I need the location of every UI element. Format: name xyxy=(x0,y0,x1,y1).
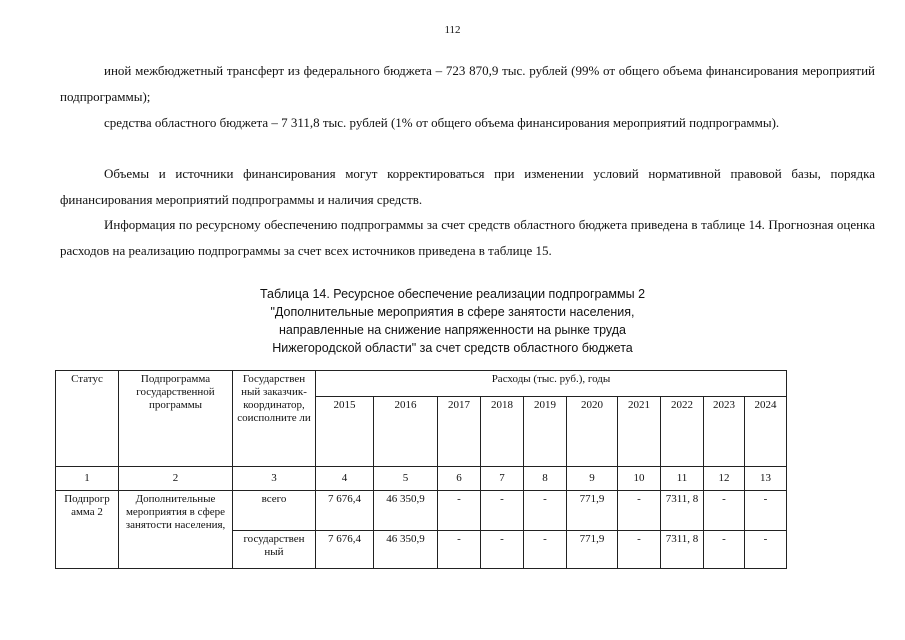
column-number: 2 xyxy=(119,467,233,491)
column-number: 10 xyxy=(618,467,661,491)
header-year: 2018 xyxy=(481,397,524,467)
header-year: 2021 xyxy=(618,397,661,467)
header-expenses: Расходы (тыс. руб.), годы xyxy=(316,371,787,397)
header-year: 2016 xyxy=(374,397,438,467)
paragraph-3: Объемы и источники финансирования могут корректироваться при изменении условий нормативной правовой базы, порядка финансирования мероприятий подпрограммы и наличия средств. xyxy=(60,166,875,207)
header-year: 2015 xyxy=(316,397,374,467)
caption-line: направленные на снижение напряженности на рынке труда xyxy=(279,323,626,337)
table-caption xyxy=(0,285,905,357)
caption-line: Нижегородской области" за счет средств областного бюджета xyxy=(272,341,633,355)
row-label: государствен ный xyxy=(233,531,316,569)
table-cell: - xyxy=(745,491,787,531)
table-cell: 46 350,9 xyxy=(374,531,438,569)
header-subprogram: Подпрограмма государственной программы xyxy=(119,371,233,467)
column-number: 7 xyxy=(481,467,524,491)
table-cell: - xyxy=(438,531,481,569)
resource-table xyxy=(55,370,787,569)
table-cell: - xyxy=(745,531,787,569)
table-cell: 771,9 xyxy=(567,491,618,531)
caption-line: Таблица 14. Ресурсное обеспечение реализации подпрограммы 2 xyxy=(259,287,646,301)
table-cell: 7311, 8 xyxy=(661,531,704,569)
status-cell: Подпрогр амма 2 xyxy=(56,491,119,569)
table-cell: - xyxy=(524,491,567,531)
column-number: 8 xyxy=(524,467,567,491)
column-number: 5 xyxy=(374,467,438,491)
paragraph-2: средства областного бюджета – 7 311,8 тыс. рублей (1% от общего объема финансирования мероприятий подпрограммы). xyxy=(104,115,780,130)
header-status: Статус xyxy=(56,371,119,467)
subprogram-cell: Дополнительные мероприятия в сфере занятости населения, xyxy=(119,491,233,569)
column-number: 11 xyxy=(661,467,704,491)
column-number: 12 xyxy=(704,467,745,491)
page-number: 112 xyxy=(444,24,461,36)
caption-line: "Дополнительные мероприятия в сфере занятости населения, xyxy=(270,305,635,319)
table-cell: - xyxy=(618,491,661,531)
header-year: 2020 xyxy=(567,397,618,467)
column-number: 4 xyxy=(316,467,374,491)
header-year: 2024 xyxy=(745,397,787,467)
table-cell: - xyxy=(524,531,567,569)
table-cell: 46 350,9 xyxy=(374,491,438,531)
column-number: 13 xyxy=(745,467,787,491)
paragraph-4: Информация по ресурсному обеспечению подпрограммы за счет средств областного бюджета приведена в таблице 14. Прогнозная оценка расходов на реализацию подпрограммы за счет всех источников приведена в таблице 15. xyxy=(60,217,875,258)
column-number: 6 xyxy=(438,467,481,491)
table-cell: - xyxy=(481,531,524,569)
table-cell: - xyxy=(481,491,524,531)
header-customer: Государствен ный заказчик-координатор, соисполните ли xyxy=(233,371,316,467)
header-year: 2019 xyxy=(524,397,567,467)
header-year: 2017 xyxy=(438,397,481,467)
table-row xyxy=(56,491,787,531)
table-cell: 7311, 8 xyxy=(661,491,704,531)
table-cell: 7 676,4 xyxy=(316,491,374,531)
header-year: 2023 xyxy=(704,397,745,467)
table-cell: - xyxy=(704,531,745,569)
column-number: 1 xyxy=(56,467,119,491)
table-cell: - xyxy=(704,491,745,531)
column-number: 9 xyxy=(567,467,618,491)
row-label: всего xyxy=(233,491,316,531)
table-cell: 771,9 xyxy=(567,531,618,569)
paragraph-1: иной межбюджетный трансферт из федерального бюджета – 723 870,9 тыс. рублей (99% от общего объема финансирования мероприятий подпрограммы); xyxy=(60,63,875,104)
table-cell: - xyxy=(438,491,481,531)
table-cell: 7 676,4 xyxy=(316,531,374,569)
column-number: 3 xyxy=(233,467,316,491)
header-year: 2022 xyxy=(661,397,704,467)
table-cell: - xyxy=(618,531,661,569)
